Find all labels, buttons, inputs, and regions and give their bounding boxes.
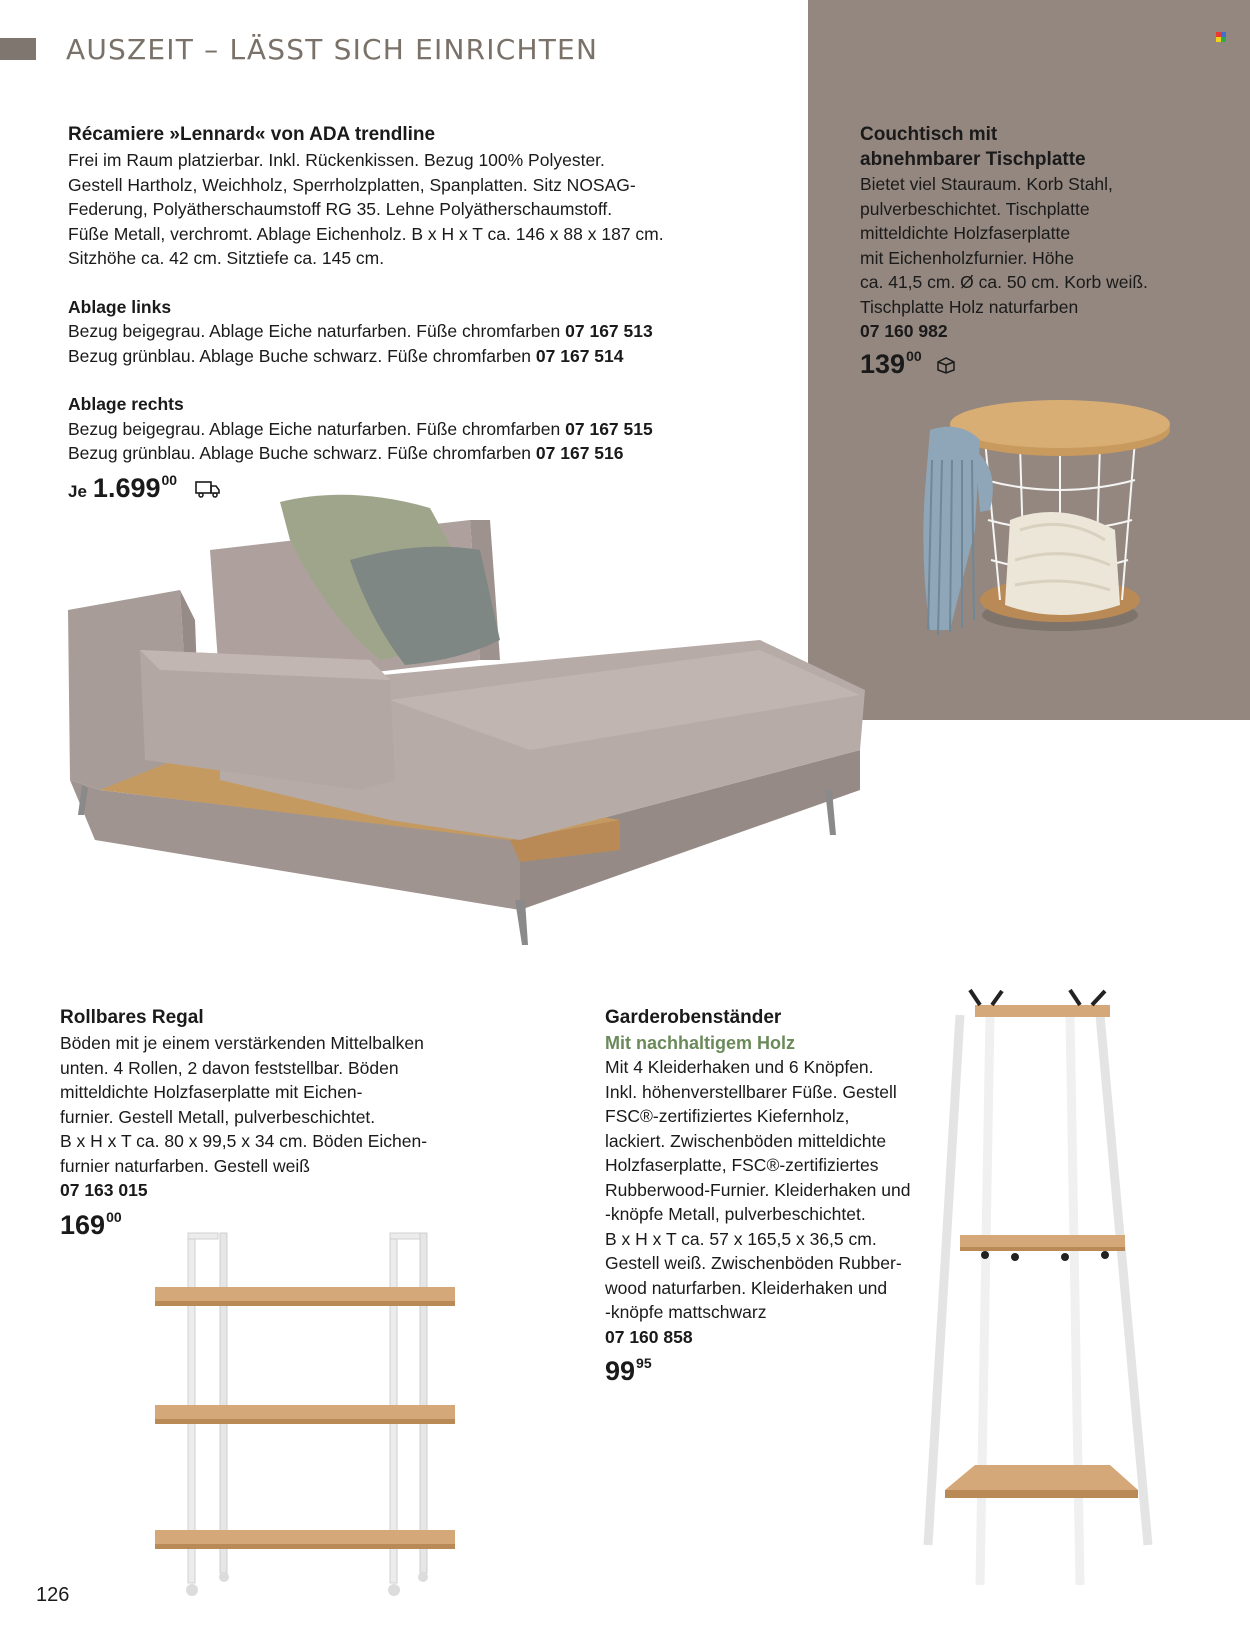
variant-text: Bezug beigegrau. Ablage Eiche naturfarben. Füße chromfarben [68,418,561,439]
price-main: 139 [860,348,906,379]
regal-title: Rollbares Regal [60,1007,204,1028]
variant-text: Bezug grünblau. Ablage Buche schwarz. Füße chromfarben [68,443,532,463]
couchtisch-image [890,400,1180,670]
description-line: wood naturfarben. Kleiderhaken und [605,1277,888,1298]
description-line: pulverbeschichtet. Tischplatte [860,198,1090,219]
description-line: Gestell weiß. Zwischenböden Rubber- [605,1253,902,1273]
article-number: 07 167 514 [535,345,624,366]
page-number: 126 [36,1584,70,1606]
article-number: 07 167 515 [565,418,653,439]
garderobe-text-block [605,1005,945,1387]
couchtisch-title [860,122,1230,172]
parcel-icon [935,356,957,374]
price-prefix: Je [68,481,87,501]
description-line: Federung, Polyätherschaumstoff RG 35. Lehne Polyätherschaumstoff. [68,199,613,219]
garderobe-title: Garderobenständer [605,1007,782,1028]
regal-image [150,1225,470,1605]
variant-line [68,417,788,442]
price-cents: 00 [161,471,178,488]
description-line: lackiert. Zwischenböden mitteldichte [605,1130,887,1151]
description-line: Tischplatte Holz naturfarben [860,296,1079,317]
price-cents: 95 [636,1355,652,1371]
description-line: mitteldichte Holzfaserplatte mit Eichen- [60,1082,363,1102]
price-main: 169 [60,1209,106,1240]
description-line: Böden mit je einem verstärkenden Mittelbalken [60,1033,424,1053]
description-line: Holzfaserplatte, FSC®-zertifiziertes [605,1155,879,1175]
variant-line [68,441,788,466]
description-line: Gestell Hartholz, Weichholz, Sperrholzplatten, Spanplatten. Sitz NOSAG- [68,174,636,195]
garderobe-description [605,1055,945,1325]
variant-line [68,344,788,369]
description-line: mit Eichenholzfurnier. Höhe [860,247,1074,268]
article-number: 07 167 516 [535,443,624,463]
description-line: Mit 4 Kleiderhaken und 6 Knöpfen. [605,1057,874,1077]
description-line: unten. 4 Rollen, 2 davon feststellbar. Böden [60,1057,399,1078]
price-cents: 00 [106,1208,122,1225]
description-line: furnier naturfarben. Gestell weiß [60,1155,310,1176]
description-line: FSC®-zertifiziertes Kiefernholz, [605,1106,850,1126]
title-line: Couchtisch mit [860,124,998,145]
recamiere-title: Récamiere »Lennard« von ADA trendline [68,124,436,145]
price-main: 99 [605,1356,636,1386]
couchtisch-text-block [860,122,1230,380]
variant-line [68,319,788,344]
ablage-links-heading: Ablage links [68,296,172,317]
description-line: -knöpfe Metall, pulverbeschichtet. [605,1204,866,1224]
description-line: B x H x T ca. 80 x 99,5 x 34 cm. Böden Eichen- [60,1131,428,1151]
description-line: -knöpfe mattschwarz [605,1302,767,1322]
description-line: B x H x T ca. 57 x 165,5 x 36,5 cm. [605,1228,877,1249]
ablage-links-list [68,319,788,368]
description-line: Frei im Raum platzierbar. Inkl. Rückenkissen. Bezug 100% Polyester. [68,150,605,170]
price-cents: 00 [906,347,922,364]
garderobe-image [920,985,1160,1595]
article-number: 07 163 015 [60,1180,148,1200]
description-line: Sitzhöhe ca. 42 cm. Sitztiefe ca. 145 cm. [68,248,385,268]
price-main: 1.699 [92,472,161,503]
description-line: mitteldichte Holzfaserplatte [860,223,1071,243]
variant-text: Bezug grünblau. Ablage Buche schwarz. Füße chromfarben [68,345,532,366]
recamiere-description [68,148,788,271]
couchtisch-price [860,348,1230,380]
recamiere-image [60,490,880,990]
article-number: 07 160 982 [860,321,948,341]
description-line: Füße Metall, verchromt. Ablage Eichenholz. B x H x T ca. 146 x 88 x 187 cm. [68,223,664,244]
description-line: ca. 41,5 cm. Ø ca. 50 cm. Korb weiß. [860,272,1148,292]
title-line: abnehmbarer Tischplatte [860,149,1086,170]
garderobe-price [605,1355,945,1387]
variant-text: Bezug beigegrau. Ablage Eiche naturfarben. Füße chromfarben [68,321,561,341]
page-title: AUSZEIT – LÄSST SICH EINRICHTEN [66,33,599,66]
description-line: Bietet viel Stauraum. Korb Stahl, [860,174,1113,194]
description-line: furnier. Gestell Metall, pulverbeschichtet. [60,1106,376,1127]
ablage-rechts-heading: Ablage rechts [68,394,184,414]
description-line: Inkl. höhenverstellbarer Füße. Gestell [605,1081,897,1102]
regal-description [60,1031,540,1178]
recamiere-text-block [68,122,788,504]
couchtisch-description [860,172,1230,319]
ablage-rechts-list [68,417,788,466]
article-number: 07 160 858 [605,1326,693,1347]
header-accent-bar [0,38,36,60]
article-number: 07 167 513 [565,321,653,341]
description-line: Rubberwood-Furnier. Kleiderhaken und [605,1179,911,1200]
color-register-mark-icon [1216,32,1226,42]
garderobe-subtitle: Mit nachhaltigem Holz [605,1033,796,1053]
regal-text-block [60,1005,540,1241]
